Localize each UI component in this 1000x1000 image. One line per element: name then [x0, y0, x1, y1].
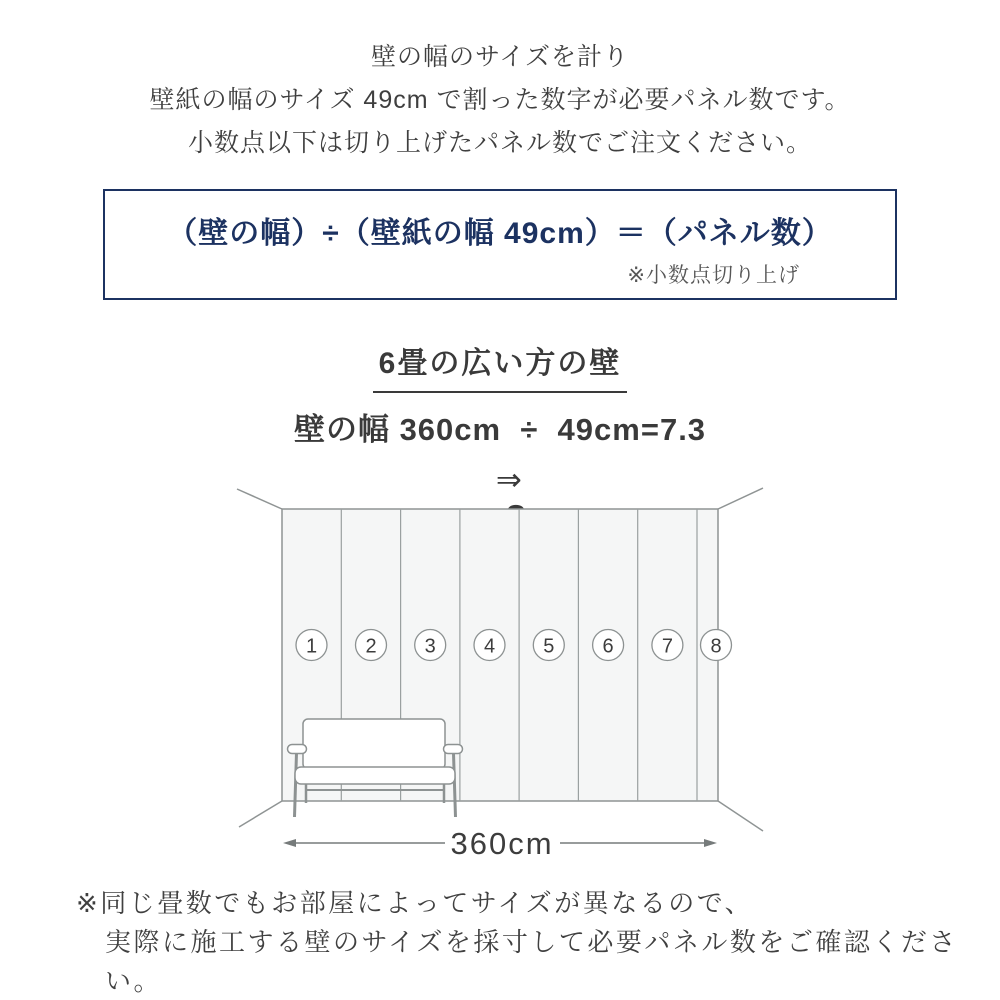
intro-line-3: 小数点以下は切り上げたパネル数でご注文ください。 — [187, 129, 812, 157]
formula-box — [103, 189, 897, 300]
panel-number: 3 — [424, 635, 436, 658]
panel-badge-2 — [356, 630, 387, 661]
formula-note: ※小数点切り上げ — [627, 264, 800, 287]
wall-diagram — [0, 480, 1000, 865]
intro-line-1: 壁の幅のサイズを計り — [370, 43, 629, 71]
bench-front-leg-right — [454, 753, 456, 817]
panel-number: 8 — [710, 635, 722, 658]
footnote — [76, 884, 996, 1000]
example-calculation: 壁の幅 360cm ÷ 49cm=7.3 — [293, 412, 707, 447]
footnote-line-2: 実際に施工する壁のサイズを採寸して必要パネル数をご確認ください。 — [105, 927, 958, 996]
corner-line-bottom-left — [239, 801, 282, 827]
arrowhead-right-icon — [704, 839, 717, 847]
footnote-line-1: ※同じ畳数でもお部屋によってサイズが異なるので、 — [76, 888, 754, 918]
panel-badge-5 — [533, 630, 564, 661]
panel-number: 1 — [305, 635, 318, 658]
panel-number: 5 — [543, 635, 555, 658]
dimension-arrow — [283, 826, 717, 861]
intro-line-2: 壁紙の幅のサイズ 49cm で割った数字が必要パネル数です。 — [149, 86, 851, 114]
panel-number: 4 — [483, 635, 496, 658]
panel-badge-4 — [474, 630, 505, 661]
panel-number: 2 — [365, 635, 377, 658]
panel-badge-7 — [652, 630, 683, 661]
panel-number: 6 — [602, 635, 614, 658]
example-title: 6畳の広い方の壁 — [373, 338, 628, 393]
corner-line-top-left — [237, 489, 282, 509]
example-title-wrap — [0, 338, 1000, 393]
panel-number: 7 — [661, 635, 673, 658]
corner-line-top-right — [718, 488, 763, 509]
panel-badge-8 — [701, 630, 732, 661]
intro-text — [0, 36, 1000, 165]
panel-badge-6 — [593, 630, 624, 661]
result-arrow-icon: ⇒ — [495, 462, 522, 497]
panel-badge-1 — [296, 630, 327, 661]
bench-front-leg-left — [295, 753, 297, 817]
bench-armrest-left — [288, 745, 307, 754]
bench-seat-cushion — [295, 767, 455, 784]
arrowhead-left-icon — [283, 839, 296, 847]
panel-badge-3 — [415, 630, 446, 661]
dimension-label: 360cm — [450, 826, 554, 861]
bench-armrest-right — [444, 745, 463, 754]
bench-backrest — [303, 719, 445, 769]
formula-text: （壁の幅）÷（壁紙の幅 49cm）＝（パネル数） — [167, 217, 833, 250]
corner-line-bottom-right — [718, 801, 763, 831]
bench-illustration — [288, 719, 463, 817]
